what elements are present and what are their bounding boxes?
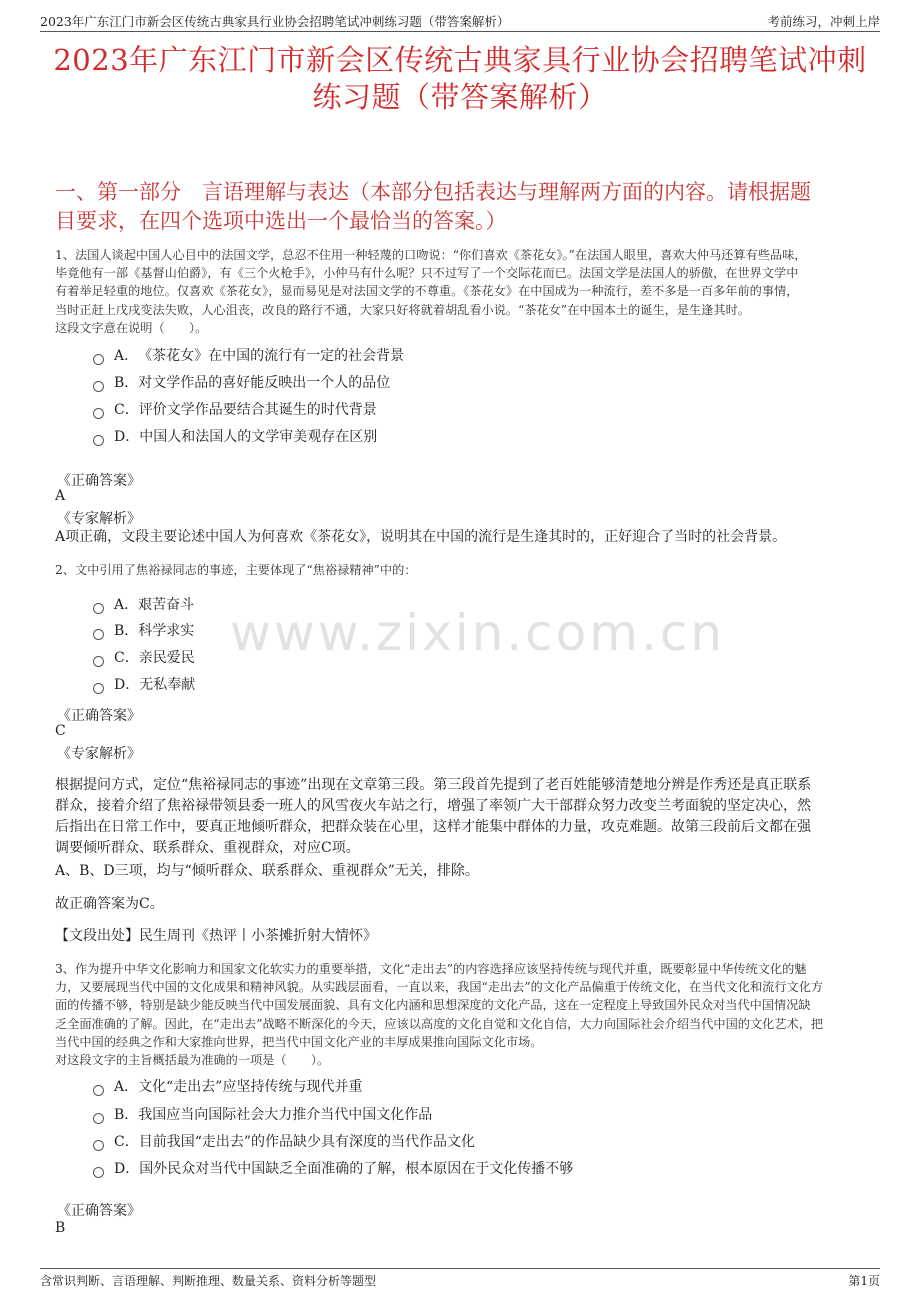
radio-icon[interactable] <box>93 603 104 614</box>
analysis-line: 根据提问方式，定位“焦裕禄同志的事迹”出现在文章第三段。第三段首先提到了老百姓能够清楚地分辨是作秀还是真正联系 <box>55 777 812 793</box>
option-text: 科学求实 <box>138 623 195 639</box>
question-3-option-c[interactable] <box>93 1131 475 1153</box>
question-2-option-d[interactable] <box>93 674 195 696</box>
section-heading-line-1: 一、第一部分 言语理解与表达（本部分包括表达与理解两方面的内容。请根据题 <box>55 180 811 204</box>
option-letter: C． <box>114 402 139 418</box>
radio-icon[interactable] <box>93 1167 104 1178</box>
watermark: www.zixin.com.cn <box>230 604 726 662</box>
analysis-line: 后指出在日常工作中，要真正地倾听群众，把群众装在心里，这样才能集中群体的力量，攻克难题。故第三段前后文都在强 <box>55 819 811 835</box>
question-2-source: 【文段出处】民生周刊《热评丨小茶摊折射大情怀》 <box>55 928 377 944</box>
question-2-option-a[interactable] <box>93 594 194 616</box>
radio-icon[interactable] <box>93 381 104 392</box>
footer-topics: 含常识判断、言语理解、判断推理、数量关系、资料分析等题型 <box>40 1274 377 1288</box>
question-2-answer-label: 《正确答案》 <box>57 708 141 724</box>
question-2-analysis-label: 《专家解析》 <box>57 746 141 762</box>
question-1-answer-label: 《正确答案》 <box>57 473 141 489</box>
question-2-stem: 2、文中引用了焦裕禄同志的事迹，主要体现了“焦裕禄精神”中的： <box>55 563 417 577</box>
question-2-conclusion: 故正确答案为C。 <box>55 896 164 912</box>
question-2-analysis <box>55 775 870 859</box>
option-letter: A． <box>114 1079 139 1095</box>
option-text: 目前我国“走出去”的作品缺少具有深度的当代作品文化 <box>138 1134 476 1150</box>
page-title-line-2: 练习题（带答案解析） <box>312 80 608 114</box>
option-letter: B． <box>114 1107 139 1123</box>
question-1-line: 1、法国人谈起中国人心目中的法国文学，总忍不住用一种轻蔑的口吻说：“你们喜欢《茶花女》。”在法国人眼里，喜欢大仲马还算有些品味， <box>55 248 807 262</box>
question-1-option-a[interactable] <box>93 345 404 367</box>
question-1-option-c[interactable] <box>93 399 377 421</box>
option-letter: D． <box>114 429 140 445</box>
question-2-answer: C <box>55 723 66 739</box>
option-text: 《茶花女》在中国的流行有一定的社会背景 <box>138 348 405 364</box>
option-text: 文化“走出去”应坚持传统与现代并重 <box>138 1079 363 1095</box>
option-letter: D． <box>114 1161 140 1177</box>
radio-icon[interactable] <box>93 1085 104 1096</box>
page-title-line-1: 2023年广东江门市新会区传统古典家具行业协会招聘笔试冲刺 <box>53 43 867 77</box>
radio-icon[interactable] <box>93 656 104 667</box>
question-3-line: 面的传播不够，特别是缺少能反映当代中国发展面貌、具有文化内涵和思想深度的文化产品，这在一定程度上导致国外民众对当代中国情况缺 <box>55 998 811 1013</box>
header-slogan: 考前练习，冲刺上岸 <box>767 14 880 29</box>
question-3-stem <box>55 960 870 1069</box>
section-heading-line-2: 目要求，在四个选项中选出一个最恰当的答案。） <box>55 209 507 233</box>
option-letter: B． <box>114 375 139 391</box>
radio-icon[interactable] <box>93 683 104 694</box>
option-text: 评价文学作品要结合其诞生的时代背景 <box>138 402 377 418</box>
question-3-answer: B <box>55 1220 66 1236</box>
question-3-line: 对这段文字的主旨概括最为准确的一项是（ ）。 <box>55 1053 330 1068</box>
question-1-analysis: A项正确，文段主要论述中国人为何喜欢《茶花女》，说明其在中国的流行是生逢其时的，正好迎合了当时的社会背景。 <box>55 529 787 545</box>
question-1-option-b[interactable] <box>93 372 390 394</box>
question-2-option-b[interactable] <box>93 620 194 642</box>
radio-icon[interactable] <box>93 408 104 419</box>
question-1-option-d[interactable] <box>93 426 377 448</box>
question-3-option-a[interactable] <box>93 1076 362 1098</box>
section-heading <box>55 178 875 236</box>
question-2-exclusion: A、B、D三项，均与“倾听群众、联系群众、重视群众”无关，排除。 <box>55 863 479 879</box>
option-text: 国外民众对当代中国缺乏全面准确的了解，根本原因在于文化传播不够 <box>139 1161 574 1177</box>
radio-icon[interactable] <box>93 435 104 446</box>
option-text: 对文学作品的喜好能反映出一个人的品位 <box>138 375 391 391</box>
option-text: 我国应当向国际社会大力推介当代中国文化作品 <box>138 1107 433 1123</box>
footer-divider <box>40 1268 880 1269</box>
question-3-answer-label: 《正确答案》 <box>57 1203 141 1219</box>
radio-icon[interactable] <box>93 1113 104 1124</box>
radio-icon[interactable] <box>93 354 104 365</box>
header-doc-title: 2023年广东江门市新会区传统古典家具行业协会招聘笔试冲刺练习题（带答案解析） <box>40 14 510 29</box>
option-letter: C． <box>114 650 139 666</box>
page-title <box>40 42 880 116</box>
radio-icon[interactable] <box>93 629 104 640</box>
question-1-line: 这段文字意在说明（ ）。 <box>55 320 208 335</box>
analysis-line: 群众，接着介绍了焦裕禄带领县委一班人的风雪夜火车站之行，增强了率领广大干部群众努力改变兰考面貌的坚定决心，然 <box>55 798 811 814</box>
radio-icon[interactable] <box>93 1140 104 1151</box>
question-2-option-c[interactable] <box>93 647 195 669</box>
header-divider <box>40 31 880 32</box>
question-3-line: 3、作为提升中华文化影响力和国家文化软实力的重要举措，文化“走出去”的内容选择应该坚持传统与现代并重，既要彰显中华传统文化的魅 <box>55 962 807 976</box>
option-letter: A． <box>114 348 139 364</box>
page-number: 第1页 <box>848 1274 880 1288</box>
option-text: 亲民爱民 <box>138 650 195 666</box>
question-1-stem <box>55 246 870 337</box>
option-letter: C． <box>114 1134 139 1150</box>
option-text: 艰苦奋斗 <box>138 597 195 613</box>
option-text: 中国人和法国人的文学审美观存在区别 <box>139 429 378 445</box>
option-text: 无私奉献 <box>139 677 196 693</box>
question-1-line: 有着举足轻重的地位。仅喜欢《茶花女》，显而易见是对法国文学的不尊重。《茶花女》在中国成为一种流行，差不多是一百多年前的事情， <box>55 284 799 299</box>
option-letter: B． <box>114 623 139 639</box>
question-1-answer: A <box>55 488 66 504</box>
question-3-option-b[interactable] <box>93 1104 432 1126</box>
question-3-line: 力，又要展现当代中国的文化成果和精神风貌。从实践层面看，一直以来，我国“走出去”的文化产品偏重于传统文化，在当代文化和流行文化方 <box>55 980 824 995</box>
question-3-option-d[interactable] <box>93 1158 573 1180</box>
question-1-analysis-label: 《专家解析》 <box>57 511 141 527</box>
option-letter: D． <box>114 677 140 693</box>
question-3-line: 乏全面准确的了解。因此，在“走出去”战略不断深化的今天，应该以高度的文化自觉和文化自信，大力向国际社会介绍当代中国的文化艺术，把 <box>55 1016 824 1031</box>
option-letter: A． <box>114 597 139 613</box>
question-1-line: 当时正赶上戊戌变法失败，人心沮丧，改良的路行不通，大家只好将就着胡乱看小说。“茶花女”在中国本土的诞生，是生逢其时。 <box>55 302 750 317</box>
question-1-line: 毕竟他有一部《基督山伯爵》，有《三个火枪手》，小仲马有什么呢？只不过写了一个交际花而已。法国文学是法国人的骄傲，在世界文学中 <box>55 266 799 281</box>
analysis-line: 调要倾听群众、联系群众、重视群众，对应C项。 <box>55 840 360 856</box>
question-3-line: 当代中国的经典之作和大家推向世界，把当代中国文化产业的丰厚成果推向国际文化市场。 <box>55 1034 543 1049</box>
